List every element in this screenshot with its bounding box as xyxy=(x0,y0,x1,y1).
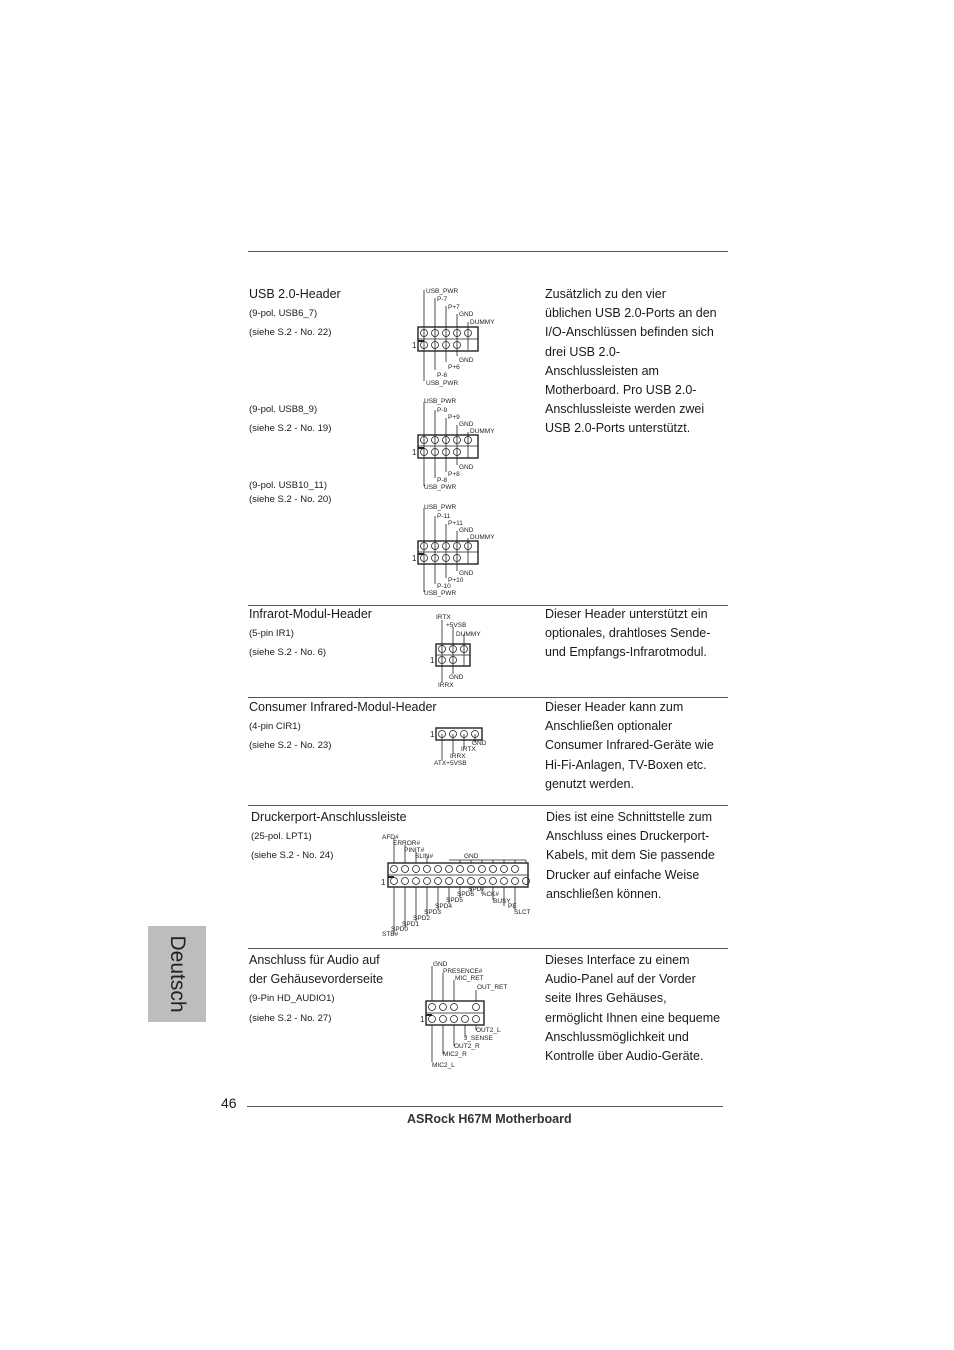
cir-title: Consumer Infrared-Modul-Header xyxy=(249,700,437,714)
lpt-pin-label: (25-pol. LPT1) xyxy=(251,831,312,842)
lpt-title: Druckerport-Anschlussleiste xyxy=(251,810,407,824)
cir-ref-label: (siehe S.2 - No. 23) xyxy=(249,740,332,751)
usb2-pin-label: (9-pol. USB8_9) xyxy=(249,404,318,415)
cir-pin-name: IRRX xyxy=(450,753,466,760)
footer-rule xyxy=(247,1106,723,1107)
ir-pin-name: DUMMY xyxy=(456,631,481,638)
lpt-pin xyxy=(391,866,398,873)
cir-desc-line: Consumer Infrared-Geräte wie xyxy=(545,738,714,753)
lpt-pin xyxy=(457,878,464,885)
usb1-bottom-label: P-6 xyxy=(437,372,448,379)
usb-desc-line: Zusätzlich zu den vier xyxy=(545,287,666,301)
ir-ref-label: (siehe S.2 - No. 6) xyxy=(249,647,327,658)
usb2-bottom-label: GND xyxy=(459,464,474,471)
ir-pin-name: IRRX xyxy=(438,682,454,689)
cir-desc-line: Dieser Header kann zum xyxy=(545,700,684,714)
ir-header-diagram xyxy=(428,610,508,692)
lpt-pin-name: ERROR# xyxy=(393,840,421,847)
usb2-top-label: P-9 xyxy=(437,407,448,414)
usb2-top-label: USB_PWR xyxy=(424,398,457,405)
audio-pin-name: OUT2_L xyxy=(476,1027,501,1034)
usb1-bottom-label: GND xyxy=(459,357,474,364)
lpt-pin-name: SPD3 xyxy=(424,909,441,916)
usb-desc-line: üblichen USB 2.0-Ports an den xyxy=(545,306,717,321)
lpt-pin xyxy=(479,866,486,873)
lpt-pin xyxy=(402,878,409,885)
lpt-pin xyxy=(446,878,453,885)
lpt-pin xyxy=(446,866,453,873)
usb2-top-label: P+9 xyxy=(448,414,460,421)
usb3-top-label: P-11 xyxy=(437,513,451,520)
page-number: 46 xyxy=(221,1095,237,1111)
lpt-pin xyxy=(435,878,442,885)
audio-desc-line: Kontrolle über Audio-Geräte. xyxy=(545,1049,704,1064)
usb2-top-label: GND xyxy=(459,421,474,428)
lpt-pin xyxy=(479,878,486,885)
usb2-top-label: DUMMY xyxy=(470,428,495,435)
lpt-pin xyxy=(402,866,409,873)
lpt-pin-name: SPD4 xyxy=(435,903,452,910)
audio-pin-name: GND xyxy=(433,961,448,968)
usb-desc-line: Anschlussleisten am xyxy=(545,363,659,378)
ir-pin-name: IRTX xyxy=(436,614,451,621)
cir-desc-line: genutzt werden. xyxy=(545,776,634,791)
lpt-pin-name: SPD1 xyxy=(402,921,419,928)
audio-pin-label: (9-Pin HD_AUDIO1) xyxy=(249,993,335,1004)
svg-text:1: 1 xyxy=(420,1015,425,1024)
lpt-desc-line: Drucker auf einfache Weise xyxy=(546,867,700,882)
usb1-bottom-label: P+6 xyxy=(448,364,460,371)
svg-text:1: 1 xyxy=(412,341,417,350)
usb-desc-line: I/O-Anschlüssen befinden sich xyxy=(545,325,714,340)
language-tab xyxy=(148,926,206,1022)
lpt-pin xyxy=(468,866,475,873)
lpt-pin-name: SPD2 xyxy=(413,915,430,922)
lpt-pin xyxy=(435,866,442,873)
ir-description xyxy=(545,605,735,663)
usb-header-diagram-1 xyxy=(408,284,508,390)
audio-ref-label: (siehe S.2 - No. 27) xyxy=(249,1013,332,1024)
lpt-pin-name: PINIT# xyxy=(404,847,425,854)
usb-desc-line: USB 2.0-Ports unterstützt. xyxy=(545,421,691,436)
language-tab-label: Deutsch xyxy=(166,935,189,1013)
lpt-pin xyxy=(468,878,475,885)
svg-text:1: 1 xyxy=(381,878,386,887)
lpt-pin-name: PE xyxy=(508,903,517,910)
lpt-desc-line: anschließen können. xyxy=(546,886,662,901)
usb3-bottom-label: GND xyxy=(459,570,474,577)
usb1-top-label: P-7 xyxy=(437,296,448,303)
lpt-pin-name: ACK# xyxy=(482,891,499,898)
lpt-pin xyxy=(424,878,431,885)
top-rule xyxy=(248,251,728,252)
cir-description xyxy=(545,698,735,794)
usb1-ref-label: (siehe S.2 - No. 22) xyxy=(249,327,332,338)
lpt-pin-name: SLCT xyxy=(514,909,531,916)
lpt-pin-name: SPD7 xyxy=(468,886,485,893)
lpt-desc-line: Kabels, mit dem Sie passende xyxy=(546,848,715,863)
lpt-pin-name: SPD0 xyxy=(391,926,408,933)
lpt-pin xyxy=(501,878,508,885)
lpt-header-diagram xyxy=(376,830,536,940)
ir-desc-line: und Empfangs-Infrarotmodul. xyxy=(545,645,707,660)
lpt-pin xyxy=(512,866,519,873)
usb1-top-label: GND xyxy=(459,311,474,318)
lpt-pin xyxy=(424,866,431,873)
ir-desc-line: optionales, drahtloses Sende- xyxy=(545,626,711,641)
usb2-bottom-label: P+8 xyxy=(448,471,460,478)
section-rule xyxy=(248,948,728,949)
usb1-top-label: USB_PWR xyxy=(426,288,459,295)
cir-pin-name: GND xyxy=(472,740,487,747)
usb3-top-label: GND xyxy=(459,527,474,534)
svg-text:1: 1 xyxy=(430,730,435,739)
usb3-ref-label: (siehe S.2 - No. 20) xyxy=(249,494,332,505)
audio-desc-line: ermöglicht Ihnen eine bequeme xyxy=(545,1010,721,1025)
usb-header-diagram-2 xyxy=(408,394,508,494)
cir-pin-name: ATX+5VSB xyxy=(434,760,467,767)
lpt-pin-name: BUSY xyxy=(493,898,511,905)
lpt-pin xyxy=(391,878,398,885)
audio-pin-name: MIC2_R xyxy=(443,1051,467,1058)
usb3-top-label: P+11 xyxy=(448,520,463,527)
lpt-ref-label: (siehe S.2 - No. 24) xyxy=(251,850,334,861)
ir-desc-line: Dieser Header unterstützt ein xyxy=(545,607,708,621)
usb-desc-line: drei USB 2.0- xyxy=(545,344,621,359)
audio-pin-name: MIC_RET xyxy=(455,975,484,982)
audio-description xyxy=(545,951,735,1066)
audio-desc-line: seite Ihres Gehäuses, xyxy=(545,991,667,1006)
usb-description xyxy=(545,285,735,439)
usb2-ref-label: (siehe S.2 - No. 19) xyxy=(249,423,332,434)
lpt-pin-name: GND xyxy=(464,853,479,860)
audio-pin-name: OUT2_R xyxy=(454,1043,480,1050)
svg-text:1: 1 xyxy=(412,448,417,457)
usb3-bottom-label: P-10 xyxy=(437,583,451,590)
ir-pin-name: GND xyxy=(449,674,464,681)
lpt-pin xyxy=(413,878,420,885)
usb-title: USB 2.0-Header xyxy=(249,287,341,301)
usb1-pin-label: (9-pol. USB6_7) xyxy=(249,308,318,319)
lpt-pin-name: SPD6 xyxy=(457,891,474,898)
lpt-description xyxy=(546,808,736,904)
ir-pin-name: +5VSB xyxy=(446,622,467,629)
audio-pin-name: PRESENCE# xyxy=(443,968,483,975)
lpt-pin xyxy=(490,878,497,885)
lpt-pin-name: SPD5 xyxy=(446,897,463,904)
usb2-bottom-label: USB_PWR xyxy=(424,484,457,491)
svg-text:1: 1 xyxy=(412,554,417,563)
usb1-top-label: P+7 xyxy=(448,304,460,311)
cir-header-diagram xyxy=(428,724,508,772)
lpt-desc-line: Dies ist eine Schnittstelle zum xyxy=(546,810,713,824)
section-rule xyxy=(248,805,728,806)
lpt-pin-name: STB# xyxy=(382,931,399,938)
lpt-pin-name: SLIN# xyxy=(415,853,434,860)
usb3-pin-label: (9-pol. USB10_11) xyxy=(249,480,327,491)
lpt-pin xyxy=(457,866,464,873)
lpt-pin-name: AFD# xyxy=(382,834,399,841)
lpt-pin xyxy=(501,866,508,873)
footer-product-name: ASRock H67M Motherboard xyxy=(407,1112,572,1126)
audio-title-line1: Anschluss für Audio auf xyxy=(249,953,380,967)
audio-pin-name: MIC2_L xyxy=(432,1062,455,1069)
usb1-top-label: DUMMY xyxy=(470,319,495,326)
svg-text:1: 1 xyxy=(430,656,435,665)
usb1-bottom-label: USB_PWR xyxy=(426,380,459,387)
audio-header-diagram xyxy=(416,954,516,1072)
ir-title: Infrarot-Modul-Header xyxy=(249,607,372,621)
usb-desc-line: Motherboard. Pro USB 2.0- xyxy=(545,383,697,398)
audio-pin-name: J_SENSE xyxy=(464,1035,493,1042)
cir-desc-line: Anschließen optionaler xyxy=(545,719,673,734)
audio-pin-name: OUT_RET xyxy=(477,984,508,991)
usb-desc-line: Anschlussleiste werden zwei xyxy=(545,402,705,417)
usb3-top-label: USB_PWR xyxy=(424,504,457,511)
usb2-bottom-label: P-8 xyxy=(437,477,448,484)
audio-desc-line: Audio-Panel auf der Vorder xyxy=(545,972,696,987)
audio-desc-line: Dieses Interface zu einem xyxy=(545,953,690,967)
usb-header-diagram-3 xyxy=(408,500,508,600)
lpt-pin xyxy=(413,866,420,873)
lpt-desc-line: Anschluss eines Druckerport- xyxy=(546,829,710,844)
cir-desc-line: Hi-Fi-Anlagen, TV-Boxen etc. xyxy=(545,757,707,772)
ir-pin-label: (5-pin IR1) xyxy=(249,628,294,639)
audio-title-line2: der Gehäusevorderseite xyxy=(249,972,384,986)
usb3-top-label: DUMMY xyxy=(470,534,495,541)
usb3-bottom-label: P+10 xyxy=(448,577,464,584)
audio-desc-line: Anschlussmöglichkeit und xyxy=(545,1029,689,1044)
usb3-bottom-label: USB_PWR xyxy=(424,590,457,597)
cir-pin-label: (4-pin CIR1) xyxy=(249,721,301,732)
lpt-pin xyxy=(490,866,497,873)
lpt-pin xyxy=(512,878,519,885)
cir-pin-name: IRTX xyxy=(461,746,476,753)
